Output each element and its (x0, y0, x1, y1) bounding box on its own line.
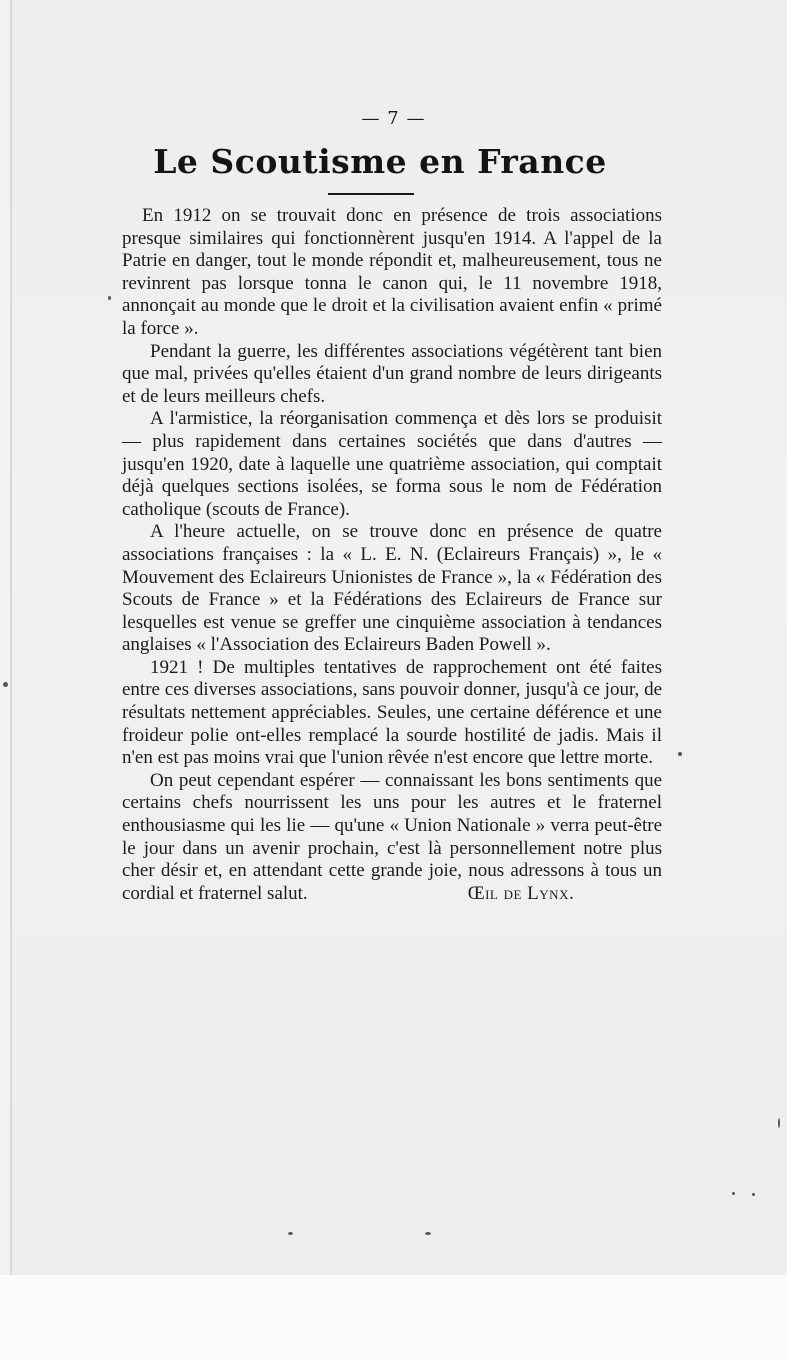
article-body (122, 205, 662, 905)
signature: Œil de Lynx. (467, 882, 575, 904)
page-title: Le Scoutisme en France (153, 142, 607, 181)
page-number: — 7 — (361, 108, 426, 129)
scan-speck (3, 682, 8, 687)
paragraph-2: Pendant la guerre, les différentes associations végétèrent tant bien que mal, privées qu'elles étaient d'un grand nombre de leurs dirigeants et de leurs meilleurs chefs. (122, 340, 662, 407)
scan-speck (678, 752, 682, 756)
scan-speck (732, 1192, 735, 1195)
scan-speck (288, 1232, 293, 1235)
paragraph-1: En 1912 on se trouvait donc en présence de trois associations presque similaires qui fonctionnèrent jusqu'en 1914. A l'appel de la Patrie en danger, tout le monde répondit et, malheureusement, tous ne revinrent pas lorsque tonna le canon qui, le 11 novembre 1918, annonçait au monde que le droit et la civilisation avaient enfin « primé la force ». (122, 205, 662, 339)
scan-speck (425, 1232, 431, 1235)
paragraph-4: A l'heure actuelle, on se trouve donc en présence de quatre associations françaises : la « L. E. N. (Eclaireurs Français) », le « Mouvement des Eclaireurs Unionistes de France », la « Fédération des Scouts de France » et la Fédérations des Eclaireurs de France sur lesquelles est venue se greffer une cinquième association à tendances anglaises « l'Association des Eclaireurs Baden Powell ». (122, 521, 662, 656)
scan-speck (752, 1193, 755, 1196)
paragraph-3: A l'armistice, la réorganisation commença et dès lors se produisit — plus rapidement dans certaines sociétés que dans d'autres — jusqu'en 1920, date à laquelle une quatrième association, qui comptait déjà quelques sections isolées, se forma sous le nom de Fédération catholique (scouts de France). (122, 408, 662, 520)
title-underline (328, 193, 414, 195)
paragraph-5: 1921 ! De multiples tentatives de rapprochement ont été faites entre ces diverses associations, sans pouvoir donner, jusqu'à ce jour, de résultats nettement appréciables. Seules, une certaine déférence et une froideur polie ont-elles remplacé la sourde hostilité de jadis. Mais il n'en est pas moins vrai que l'union rêvée n'est encore que lettre morte. (122, 656, 662, 769)
scan-speck (108, 296, 111, 300)
paragraph-6 (122, 770, 662, 906)
scan-speck (778, 1118, 780, 1128)
page-margin (0, 1275, 787, 1361)
paragraph-6-text: On peut cependant espérer — connaissant les bons sentiments que certains chefs nourrissent les uns pour les autres et le fraternel enthousiasme qui les lie — qu'une « Union Nationale » verra peut-être le jour dans un avenir prochain, c'est là personnellement notre plus cher désir et, en attendant cette grande joie, nous adressons à tous un cordial et fraternel salut. (122, 769, 662, 904)
